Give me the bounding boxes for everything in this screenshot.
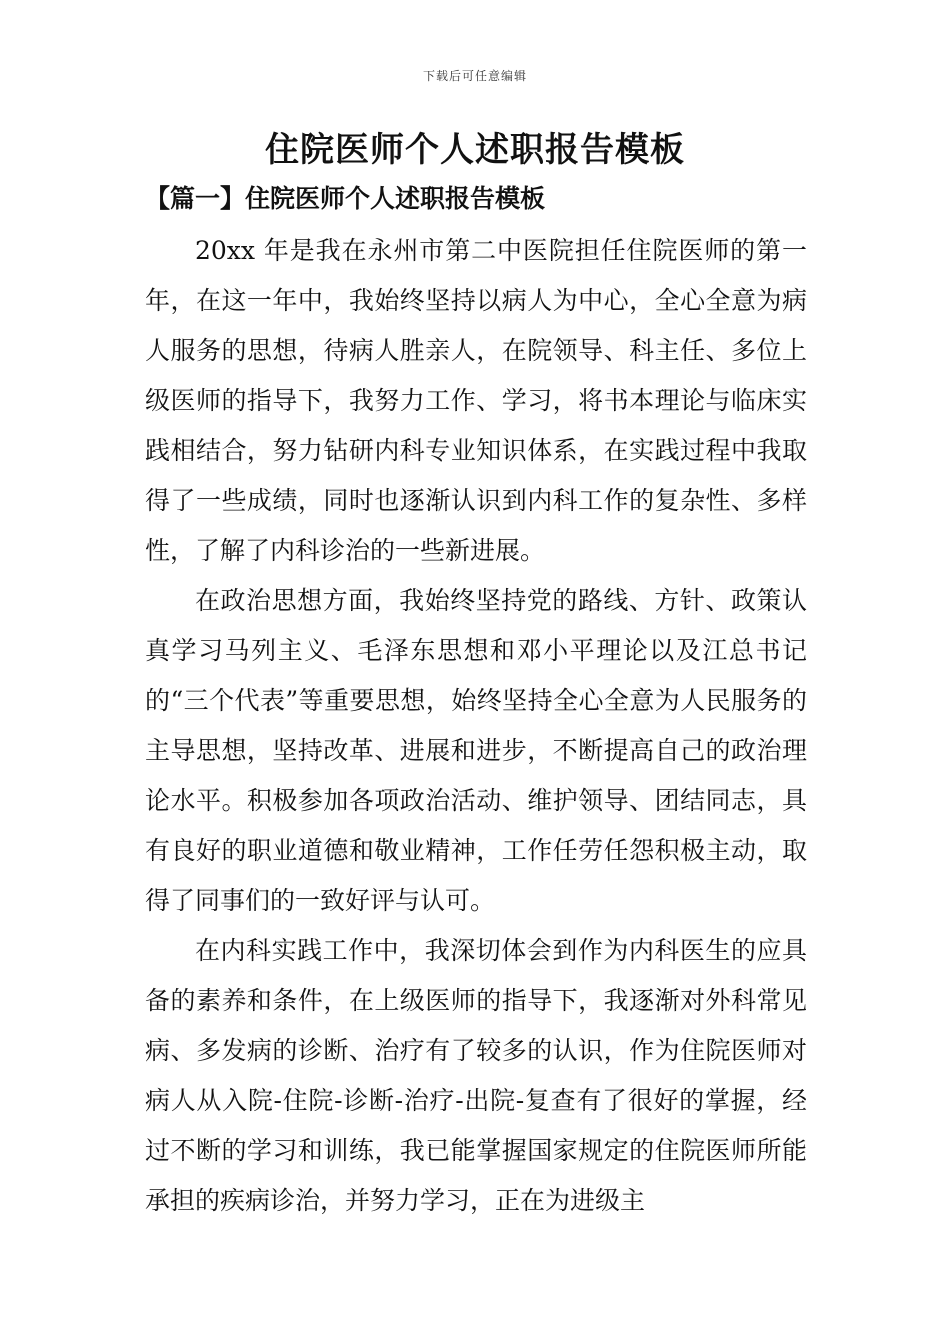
document-title: 住院医师个人述职报告模板 [265,130,685,170]
paragraph: 在内科实践工作中，我深切体会到作为内科医生的应具备的素养和条件，在上级医师的指导下，我逐渐对外科常见病、多发病的诊断、治疗有了较多的认识，作为住院医师对病人从入院-住院-诊断-治疗-出院-复查有了很好的掌握，经过不断的学习和训练，我已能掌握国家规定的住院医师所能承担的疾病诊治，并努力学习，正在为进级主 [145,936,807,1215]
paragraph: 在政治思想方面，我始终坚持党的路线、方针、政策认真学习马列主义、毛泽东思想和邓小平理论以及江总书记的“三个代表”等重要思想，始终坚持全心全意为人民服务的主导思想，坚持改革、进展和进步，不断提高自己的政治理论水平。积极参加各项政治活动、维护领导、团结同志，具有良好的职业道德和敬业精神，工作任劳任怨积极主动，取得了同事们的一致好评与认可。 [145,586,807,915]
body-text [145,226,807,1226]
section-heading: 【篇一】住院医师个人述职报告模板 [145,184,546,213]
paragraph: 20xx 年是我在永州市第二中医院担任住院医师的第一年，在这一年中，我始终坚持以病人为中心，全心全意为病人服务的思想，待病人胜亲人，在院领导、科主任、多位上级医师的指导下，我努力工作、学习，将书本理论与临床实践相结合，努力钻研内科专业知识体系，在实践过程中我取得了一些成绩，同时也逐渐认识到内科工作的复杂性、多样性，了解了内科诊治的一些新进展。 [145,236,807,565]
header-note: 下载后可任意编辑 [422,69,527,83]
